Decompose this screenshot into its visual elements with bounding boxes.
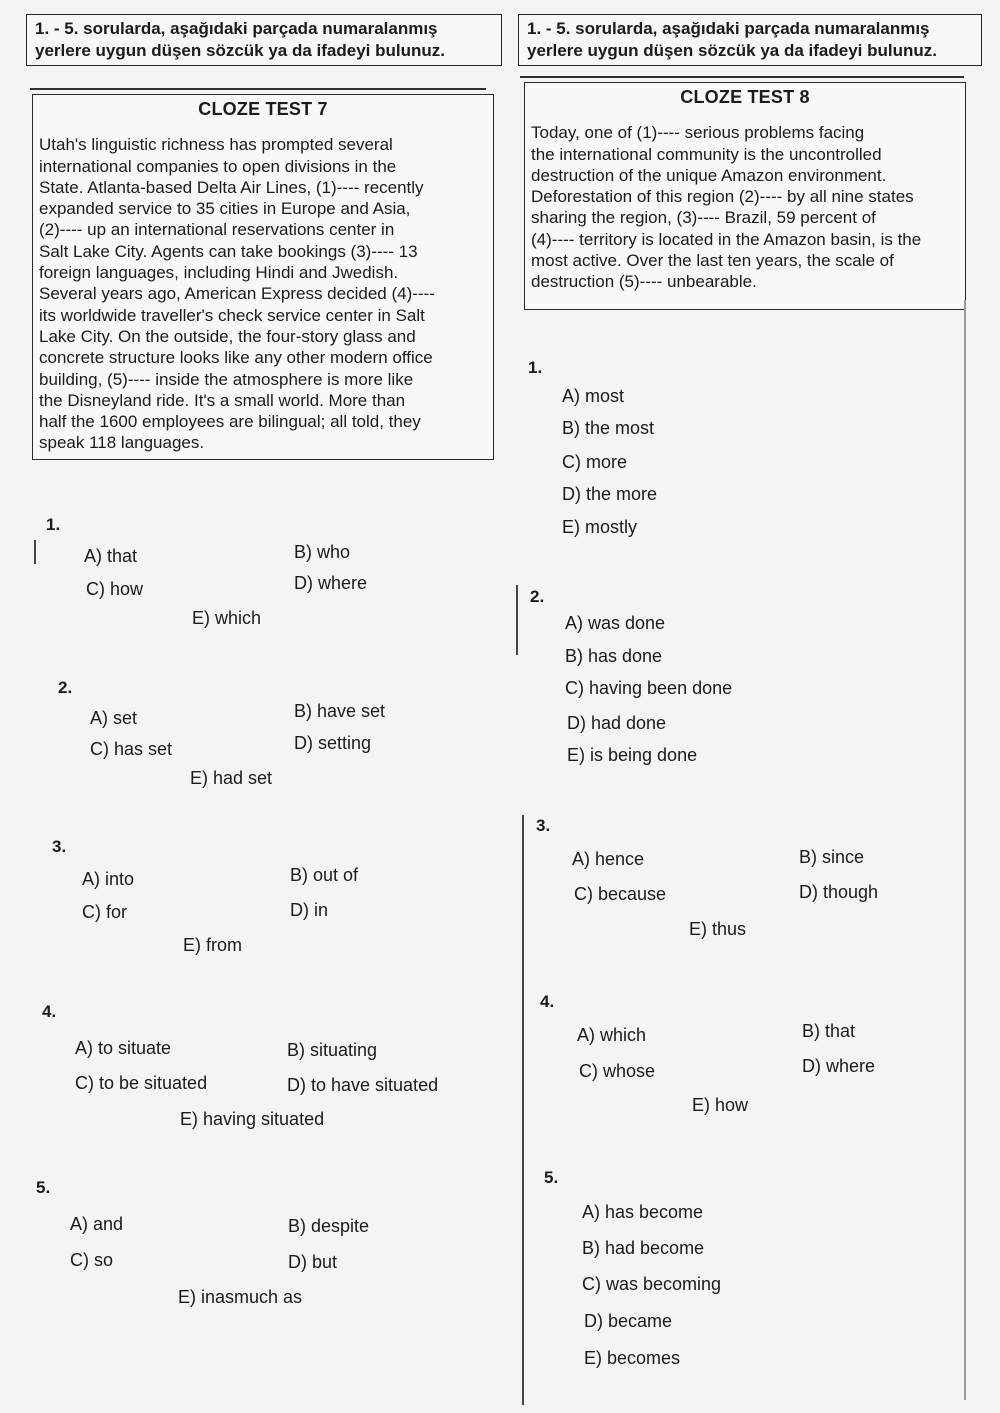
right-instructions-box — [518, 14, 982, 66]
right-q2-option-e[interactable]: E) is being done — [567, 745, 698, 765]
right-q2-option-a[interactable]: A) was done — [565, 613, 666, 633]
left-q3-option-d[interactable]: D) in — [290, 900, 329, 920]
right-passage-line: Deforestation of this region (2)---- by all nine states — [531, 187, 914, 207]
right-q1-option-e[interactable]: E) mostly — [562, 517, 638, 537]
right-passage-line: sharing the region, (3)---- Brazil, 59 percent of — [531, 208, 876, 228]
left-q1-option-a[interactable]: A) that — [84, 546, 138, 566]
left-q3-option-c[interactable]: C) for — [82, 902, 127, 922]
left-q4-option-e[interactable]: E) having situated — [180, 1109, 325, 1129]
right-q3-option-a[interactable]: A) hence — [572, 849, 645, 869]
right-q2-number: 2. — [530, 587, 545, 606]
right-q3-option-c[interactable]: C) because — [574, 884, 667, 904]
right-q1-option-d[interactable]: D) the more — [562, 484, 658, 504]
left-q4-option-d[interactable]: D) to have situated — [287, 1075, 439, 1095]
right-q4-option-e[interactable]: E) how — [692, 1095, 749, 1115]
right-passage-line: most active. Over the last ten years, the scale of — [531, 251, 894, 271]
left-margin-line — [34, 540, 36, 564]
left-q3-option-a[interactable]: A) into — [82, 869, 135, 889]
left-q4-option-b[interactable]: B) situating — [287, 1040, 378, 1060]
left-q5-option-b[interactable]: B) despite — [288, 1216, 370, 1236]
left-q2-option-d[interactable]: D) setting — [294, 733, 372, 753]
left-q2-option-e[interactable]: E) had set — [190, 768, 273, 788]
left-passage-line: Utah's linguistic richness has prompted several — [39, 135, 393, 155]
left-passage-line: its worldwide traveller's check service center in Salt — [39, 305, 425, 325]
left-passage-line: Several years ago, American Express decided (4)---- — [39, 284, 435, 304]
right-q3-number: 3. — [536, 816, 551, 835]
right-q1-option-a[interactable]: A) most — [562, 386, 625, 406]
left-passage-line: Lake City. On the outside, the four-story glass and — [39, 326, 416, 346]
left-instructions-box — [26, 14, 502, 66]
right-q1-option-b[interactable]: B) the most — [562, 418, 655, 438]
column-separator — [516, 585, 518, 655]
right-q4-number: 4. — [540, 992, 555, 1011]
left-q1-option-b[interactable]: B) who — [294, 542, 351, 562]
left-q4-option-c[interactable]: C) to be situated — [75, 1073, 208, 1093]
left-passage-line: the Disneyland ride. It's a small world. More than — [39, 390, 406, 410]
left-passage-line: expanded service to 35 cities in Europe and Asia, — [39, 199, 411, 219]
right-q4-option-a[interactable]: A) which — [577, 1025, 647, 1045]
right-q4-option-b[interactable]: B) that — [802, 1021, 856, 1041]
left-q5-option-e[interactable]: E) inasmuch as — [178, 1287, 303, 1307]
right-q2-option-d[interactable]: D) had done — [567, 713, 667, 733]
left-passage-line: (2)---- up an international reservations center in — [39, 220, 395, 240]
left-passage-title: CLOZE TEST 7 — [198, 99, 328, 119]
left-q4-option-a[interactable]: A) to situate — [75, 1038, 172, 1058]
left-q1-option-c[interactable]: C) how — [86, 579, 144, 599]
left-q5-option-d[interactable]: D) but — [288, 1252, 338, 1272]
left-q2-option-c[interactable]: C) has set — [90, 739, 173, 759]
right-q2-option-c[interactable]: C) having been done — [565, 678, 733, 698]
left-passage-line: international companies to open divisions in the — [39, 156, 397, 176]
left-passage-line: concrete structure looks like any other modern office — [39, 348, 433, 368]
left-passage-line: State. Atlanta-based Delta Air Lines, (1)---- recently — [39, 177, 424, 197]
right-margin-line — [964, 300, 966, 1400]
left-instructions-line-2: yerlere uygun düşen sözcük ya da ifadeyi bulunuz. — [35, 41, 445, 60]
left-divider — [30, 88, 486, 90]
right-divider — [520, 76, 964, 78]
right-q5-option-a[interactable]: A) has become — [582, 1202, 704, 1222]
right-passage-line: the international community is the uncontrolled — [531, 144, 882, 164]
left-q4-number: 4. — [42, 1002, 57, 1021]
left-passage-box — [32, 94, 494, 460]
left-q3-number: 3. — [52, 837, 67, 856]
right-instructions-line-1: 1. - 5. sorularda, aşağıdaki parçada numaralanmış — [527, 19, 930, 38]
column-separator — [522, 815, 524, 1405]
right-q2-option-b[interactable]: B) has done — [565, 646, 663, 666]
right-q5-option-b[interactable]: B) had become — [582, 1238, 705, 1258]
left-q5-number: 5. — [36, 1178, 51, 1197]
right-passage-title: CLOZE TEST 8 — [680, 87, 810, 107]
left-q3-option-b[interactable]: B) out of — [290, 865, 359, 885]
right-passage-line: (4)---- territory is located in the Amazon basin, is the — [531, 229, 922, 249]
right-instructions-line-2: yerlere uygun düşen sözcük ya da ifadeyi bulunuz. — [527, 41, 937, 60]
right-passage-line: destruction of the unique Amazon environment. — [531, 165, 887, 185]
right-q5-option-e[interactable]: E) becomes — [584, 1348, 681, 1368]
right-q4-option-d[interactable]: D) where — [802, 1056, 876, 1076]
left-passage-line: building, (5)---- inside the atmosphere is more like — [39, 369, 414, 389]
left-q1-option-d[interactable]: D) where — [294, 573, 368, 593]
left-q2-option-a[interactable]: A) set — [90, 708, 138, 728]
left-q5-option-c[interactable]: C) so — [70, 1250, 114, 1270]
right-q1-number: 1. — [528, 358, 543, 377]
left-q1-option-e[interactable]: E) which — [192, 608, 262, 628]
right-q5-option-d[interactable]: D) became — [584, 1311, 673, 1331]
right-passage-line: Today, one of (1)---- serious problems facing — [531, 123, 865, 143]
right-q1-option-c[interactable]: C) more — [562, 452, 628, 472]
right-q4-option-c[interactable]: C) whose — [579, 1061, 656, 1081]
left-q2-number: 2. — [58, 678, 73, 697]
left-passage-line: speak 118 languages. — [39, 433, 205, 453]
left-passage-line: half the 1600 employees are bilingual; all told, they — [39, 412, 421, 432]
left-q3-option-e[interactable]: E) from — [183, 935, 243, 955]
left-q2-option-b[interactable]: B) have set — [294, 701, 386, 721]
right-q5-number: 5. — [544, 1168, 559, 1187]
right-passage-line: destruction (5)---- unbearable. — [531, 272, 757, 292]
right-passage-box — [524, 82, 966, 310]
left-passage-line: foreign languages, including Hindi and Jwedish. — [39, 263, 399, 283]
left-passage-line: Salt Lake City. Agents can take bookings (3)---- 13 — [39, 241, 418, 261]
left-instructions-line-1: 1. - 5. sorularda, aşağıdaki parçada numaralanmış — [35, 19, 438, 38]
left-q5-option-a[interactable]: A) and — [70, 1214, 124, 1234]
right-q5-option-c[interactable]: C) was becoming — [582, 1274, 722, 1294]
right-q3-option-b[interactable]: B) since — [799, 847, 865, 867]
right-q3-option-e[interactable]: E) thus — [689, 919, 747, 939]
right-q3-option-d[interactable]: D) though — [799, 882, 879, 902]
left-q1-number: 1. — [46, 515, 61, 534]
